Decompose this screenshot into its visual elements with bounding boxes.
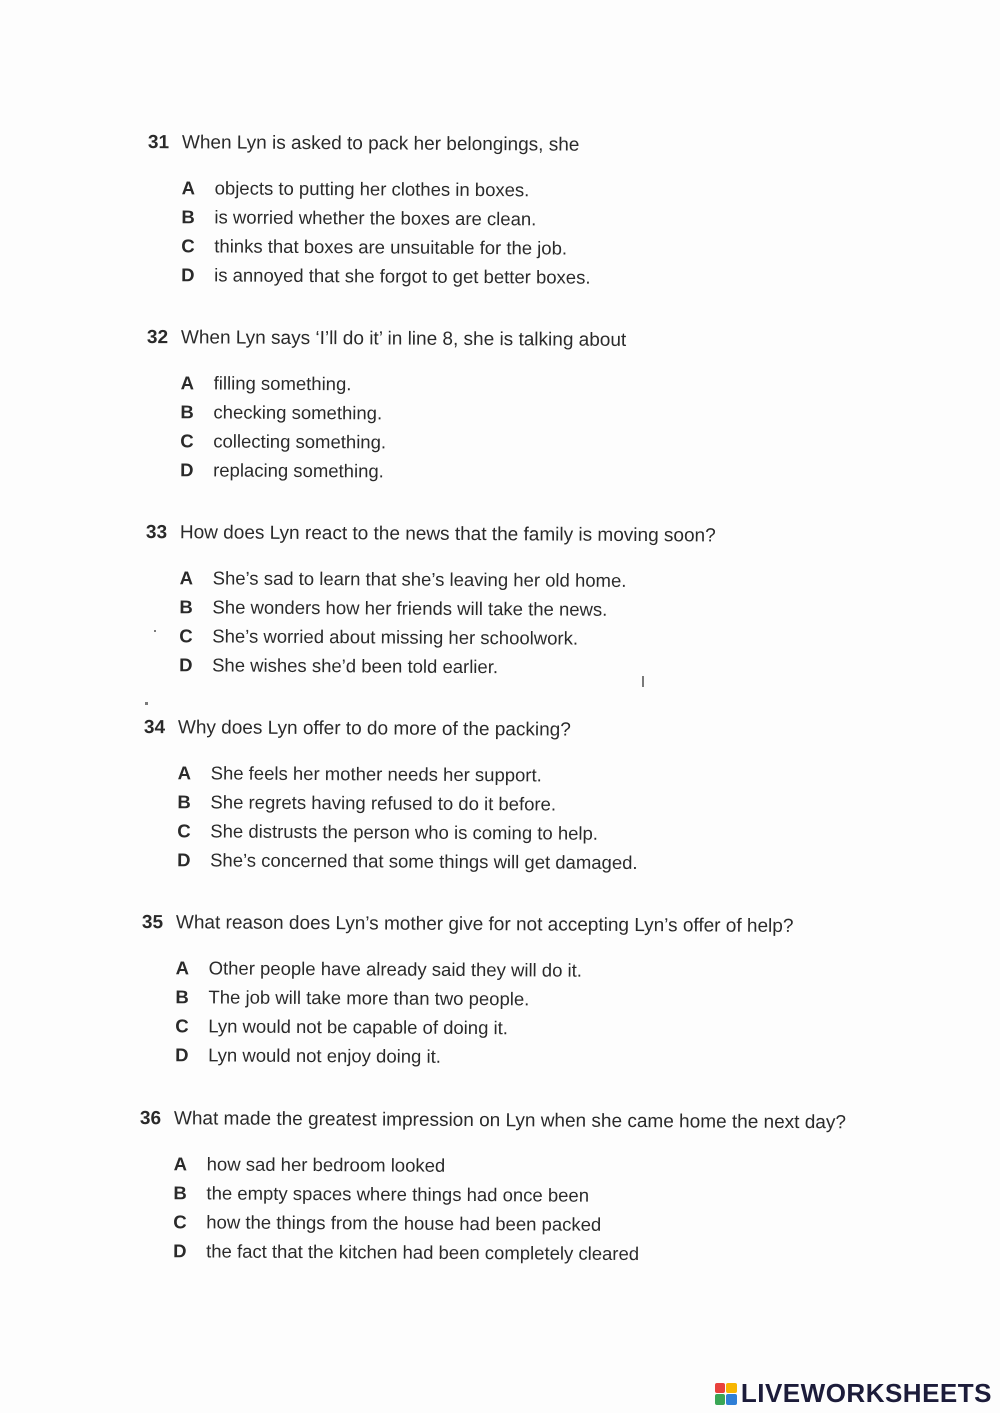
question-31	[147, 131, 908, 294]
option-b[interactable]	[175, 982, 901, 1015]
option-text: Lyn would not enjoy doing it.	[208, 1044, 441, 1067]
liveworksheets-logo-icon	[715, 1383, 737, 1405]
logo-square-green	[715, 1394, 726, 1405]
option-letter: C	[177, 820, 191, 842]
option-d[interactable]	[181, 260, 907, 293]
option-letter: D	[177, 849, 191, 871]
option-a[interactable]	[174, 1149, 900, 1182]
question-header	[147, 326, 907, 355]
question-number: 33	[145, 522, 168, 544]
option-letter: D	[180, 459, 194, 481]
option-letter: C	[173, 1211, 187, 1233]
scan-speck	[145, 702, 148, 705]
logo-square-red	[715, 1383, 726, 1394]
option-text: thinks that boxes are unsuitable for the job.	[214, 235, 568, 259]
option-text: She’s worried about missing her schoolwork.	[212, 625, 579, 649]
option-letter: A	[180, 372, 195, 394]
option-letter: B	[173, 1182, 187, 1204]
option-letter: A	[177, 762, 192, 784]
answer-options	[175, 953, 902, 1073]
question-text: What reason does Lyn’s mother give for not accepting Lyn’s offer of help?	[175, 912, 794, 937]
option-letter: D	[181, 264, 195, 286]
question-36	[139, 1107, 900, 1270]
option-c[interactable]	[177, 816, 903, 849]
question-header	[146, 521, 906, 550]
option-a[interactable]	[176, 953, 902, 986]
question-number: 35	[141, 912, 164, 934]
option-text: She’s concerned that some things will get damaged.	[210, 849, 638, 874]
option-d[interactable]	[180, 455, 906, 488]
option-text: She wonders how her friends will take the news.	[212, 596, 608, 620]
option-letter: A	[175, 957, 190, 979]
option-text: how sad her bedroom looked	[206, 1153, 446, 1176]
option-text: Lyn would not be capable of doing it.	[208, 1015, 508, 1039]
option-b[interactable]	[177, 787, 903, 820]
option-b[interactable]	[173, 1178, 899, 1211]
option-a[interactable]	[181, 368, 907, 401]
option-letter: B	[181, 206, 195, 228]
option-c[interactable]	[180, 426, 906, 459]
option-letter: C	[179, 625, 193, 647]
option-letter: B	[177, 791, 191, 813]
option-text: She distrusts the person who is coming to help.	[210, 820, 599, 844]
option-d[interactable]	[177, 845, 903, 878]
question-header	[144, 716, 904, 745]
option-letter: B	[175, 986, 189, 1008]
question-number: 31	[147, 131, 170, 154]
option-text: She feels her mother needs her support.	[210, 762, 542, 786]
option-text: is annoyed that she forgot to get better boxes.	[214, 264, 591, 288]
option-d[interactable]	[173, 1236, 899, 1269]
question-text: When Lyn says ‘I’ll do it’ in line 8, she is talking about	[180, 327, 627, 351]
question-header	[140, 1107, 900, 1136]
option-b[interactable]	[181, 202, 907, 235]
brand-text: LIVEWORKSHEETS	[740, 1378, 992, 1408]
option-b[interactable]	[179, 592, 905, 625]
option-c[interactable]	[173, 1207, 899, 1240]
option-c[interactable]	[175, 1011, 901, 1044]
option-text: Other people have already said they will do it.	[208, 957, 583, 981]
option-text: collecting something.	[213, 430, 387, 453]
question-text: How does Lyn react to the news that the family is moving soon?	[179, 522, 716, 547]
scan-speck	[642, 676, 644, 687]
question-text: What made the greatest impression on Lyn when she came home the next day?	[173, 1108, 847, 1134]
option-c[interactable]	[181, 231, 907, 264]
option-text: The job will take more than two people.	[208, 986, 530, 1010]
logo-square-yellow	[726, 1383, 737, 1394]
question-33	[145, 521, 906, 684]
option-letter: A	[181, 177, 196, 199]
option-text: objects to putting her clothes in boxes.	[214, 177, 530, 201]
scan-speck	[154, 630, 156, 632]
option-letter: C	[175, 1015, 189, 1037]
question-header	[148, 131, 908, 160]
option-letter: D	[179, 654, 193, 676]
option-text: how the things from the house had been packed	[206, 1211, 602, 1235]
option-a[interactable]	[178, 758, 904, 791]
logo-square-blue	[726, 1394, 737, 1405]
option-text: the empty spaces where things had once been	[206, 1182, 590, 1206]
option-a[interactable]	[182, 173, 908, 206]
option-letter: C	[180, 430, 194, 452]
option-c[interactable]	[179, 621, 905, 654]
question-35	[141, 911, 902, 1074]
option-text: the fact that the kitchen had been completely cleared	[206, 1240, 640, 1265]
answer-options	[173, 1149, 900, 1269]
question-number: 34	[143, 717, 166, 739]
question-number: 36	[139, 1108, 162, 1130]
option-text: She wishes she’d been told earlier.	[212, 654, 499, 678]
option-text: She’s sad to learn that she’s leaving her old home.	[212, 567, 627, 591]
question-32	[146, 326, 907, 489]
option-letter: A	[179, 567, 194, 589]
liveworksheets-brand	[715, 1378, 992, 1409]
option-text: filling something.	[213, 372, 352, 395]
option-text: is worried whether the boxes are clean.	[214, 206, 537, 230]
option-text: replacing something.	[213, 459, 384, 482]
option-text: checking something.	[213, 401, 383, 424]
option-letter: B	[179, 596, 193, 618]
question-number: 32	[146, 326, 169, 349]
option-letter: B	[180, 401, 194, 423]
question-text: When Lyn is asked to pack her belongings, she	[181, 132, 580, 156]
option-d[interactable]	[179, 650, 905, 683]
option-d[interactable]	[175, 1040, 901, 1073]
answer-options	[180, 368, 907, 488]
answer-options	[177, 758, 904, 878]
question-header	[142, 911, 902, 940]
option-letter: A	[173, 1153, 188, 1175]
question-34	[143, 716, 904, 879]
answer-options	[179, 563, 906, 683]
option-b[interactable]	[180, 397, 906, 430]
option-text: She regrets having refused to do it before.	[210, 791, 557, 815]
option-letter: D	[173, 1240, 187, 1262]
option-letter: D	[175, 1044, 189, 1066]
option-a[interactable]	[180, 563, 906, 596]
answer-options	[181, 173, 908, 293]
question-text: Why does Lyn offer to do more of the packing?	[177, 717, 571, 741]
option-letter: C	[181, 235, 195, 257]
